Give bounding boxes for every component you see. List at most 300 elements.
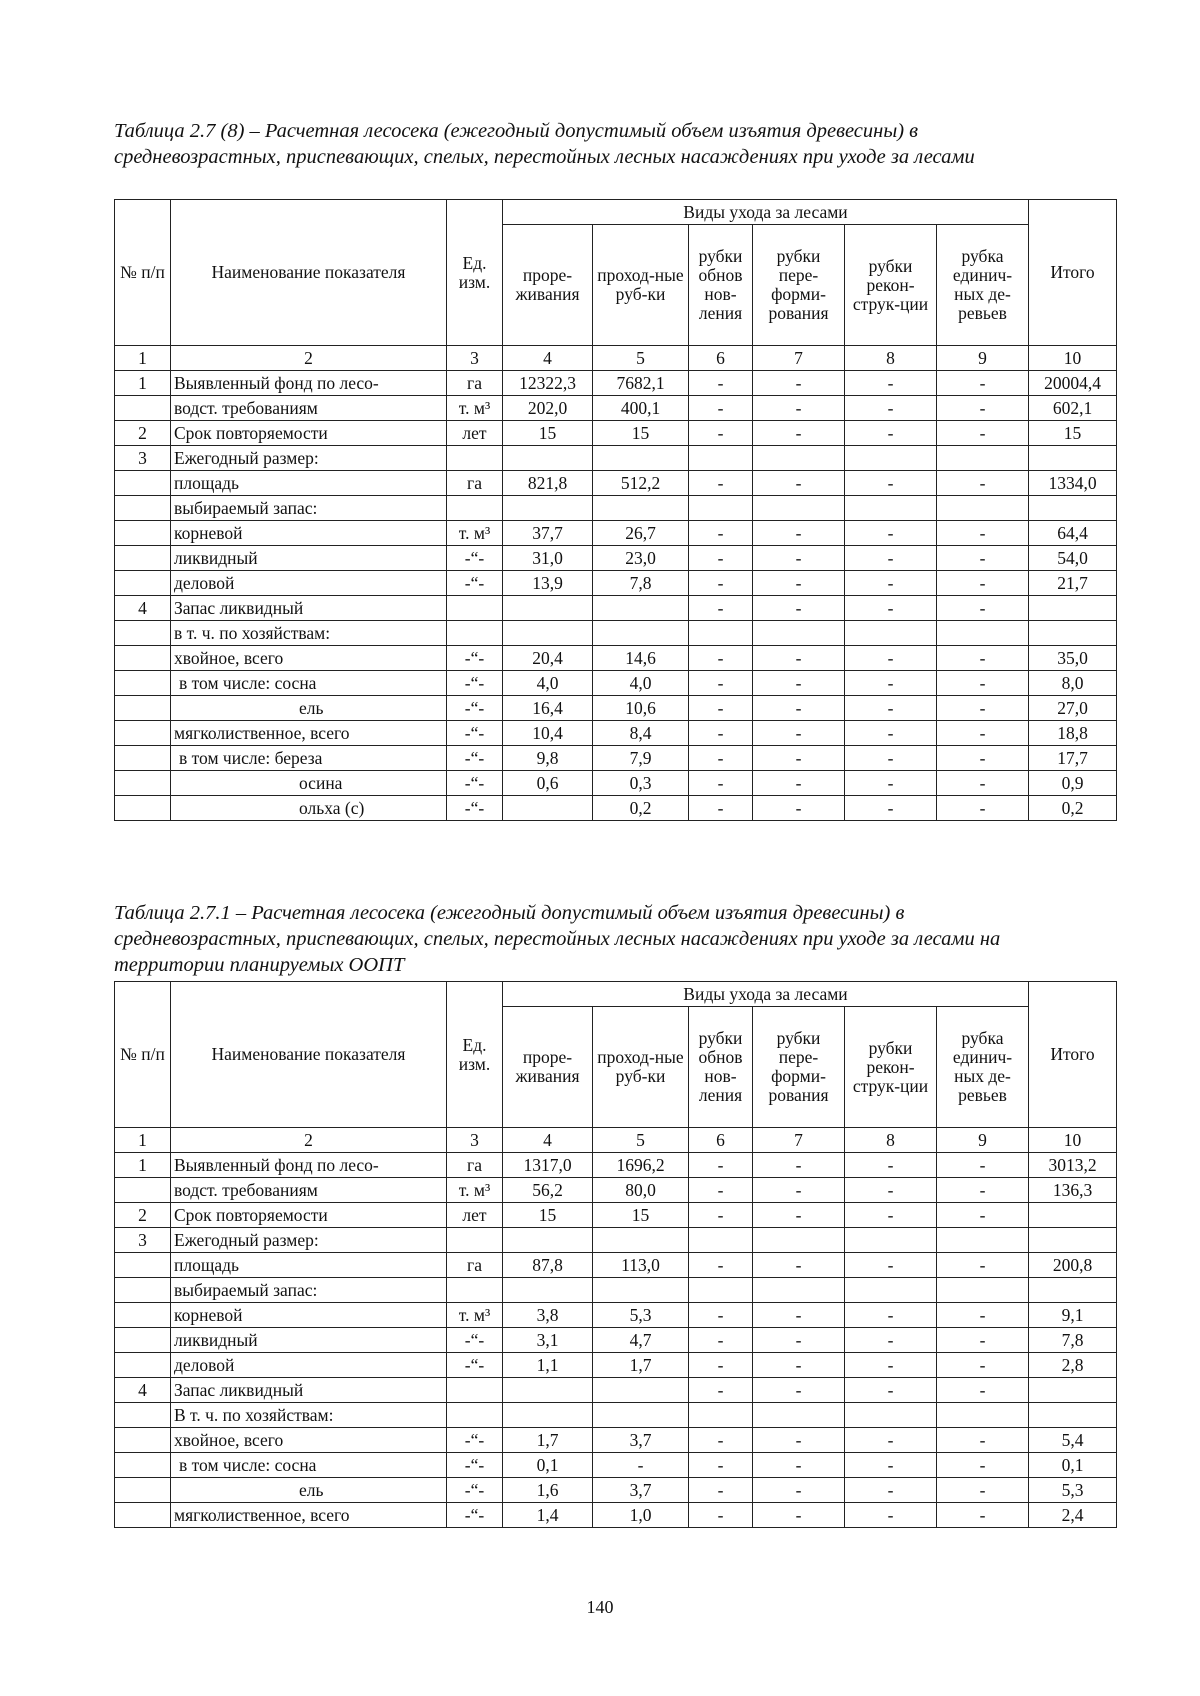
- row-value: 0,2: [593, 796, 689, 821]
- row-value: [753, 496, 845, 521]
- row-value: -: [689, 1378, 753, 1403]
- row-unit: га: [447, 1153, 503, 1178]
- row-number: [115, 1303, 171, 1328]
- header-unit: Ед. изм.: [447, 982, 503, 1128]
- row-indicator: Ежегодный размер:: [171, 1228, 447, 1253]
- row-unit: -“-: [447, 771, 503, 796]
- row-value: 7,8: [593, 571, 689, 596]
- row-unit: га: [447, 371, 503, 396]
- row-value: 31,0: [503, 546, 593, 571]
- row-total: 35,0: [1029, 646, 1117, 671]
- row-value: -: [845, 1353, 937, 1378]
- row-unit: т. м³: [447, 396, 503, 421]
- table-row: [115, 621, 1117, 646]
- column-index: 2: [171, 346, 447, 371]
- row-value: 14,6: [593, 646, 689, 671]
- row-value: [937, 496, 1029, 521]
- row-value: 512,2: [593, 471, 689, 496]
- row-number: 4: [115, 1378, 171, 1403]
- row-number: [115, 721, 171, 746]
- row-unit: -“-: [447, 1328, 503, 1353]
- row-value: [503, 621, 593, 646]
- row-value: -: [845, 1203, 937, 1228]
- row-unit: лет: [447, 421, 503, 446]
- row-value: [593, 596, 689, 621]
- column-index: 5: [593, 346, 689, 371]
- row-total: 2,4: [1029, 1503, 1117, 1528]
- row-unit: га: [447, 471, 503, 496]
- header-care-types: Виды ухода за лесами: [503, 982, 1029, 1007]
- row-number: [115, 1453, 171, 1478]
- row-total: 54,0: [1029, 546, 1117, 571]
- row-total: 8,0: [1029, 671, 1117, 696]
- row-value: 56,2: [503, 1178, 593, 1203]
- row-value: [937, 1278, 1029, 1303]
- table-row: [115, 1278, 1117, 1303]
- row-unit: [447, 446, 503, 471]
- row-unit: -“-: [447, 671, 503, 696]
- row-number: 4: [115, 596, 171, 621]
- row-value: 37,7: [503, 521, 593, 546]
- row-value: [937, 621, 1029, 646]
- row-unit: -“-: [447, 1453, 503, 1478]
- row-total: [1029, 1403, 1117, 1428]
- row-total: 15: [1029, 421, 1117, 446]
- row-total: 1334,0: [1029, 471, 1117, 496]
- row-value: -: [689, 1153, 753, 1178]
- row-value: -: [937, 1303, 1029, 1328]
- row-value: -: [845, 546, 937, 571]
- row-total: [1029, 1228, 1117, 1253]
- table-row: [115, 471, 1117, 496]
- row-number: [115, 1278, 171, 1303]
- row-value: -: [689, 1478, 753, 1503]
- row-value: 113,0: [593, 1253, 689, 1278]
- row-indicator: в том числе: сосна: [171, 671, 447, 696]
- row-value: -: [753, 1253, 845, 1278]
- row-number: 3: [115, 1228, 171, 1253]
- row-value: -: [689, 471, 753, 496]
- row-value: 15: [593, 421, 689, 446]
- row-indicator: ликвидный: [171, 1328, 447, 1353]
- row-value: -: [753, 521, 845, 546]
- row-value: -: [937, 746, 1029, 771]
- row-unit: т. м³: [447, 1178, 503, 1203]
- table-row: [115, 671, 1117, 696]
- row-number: [115, 671, 171, 696]
- row-value: 80,0: [593, 1178, 689, 1203]
- row-value: -: [753, 471, 845, 496]
- row-total: [1029, 446, 1117, 471]
- row-indicator: мягколиственное, всего: [171, 721, 447, 746]
- row-value: [593, 1403, 689, 1428]
- row-value: [845, 1278, 937, 1303]
- header-care-type: рубка единич-ных де-ревьев: [937, 1007, 1029, 1128]
- row-value: -: [937, 721, 1029, 746]
- row-value: [689, 621, 753, 646]
- row-unit: т. м³: [447, 521, 503, 546]
- row-value: -: [689, 546, 753, 571]
- column-index: 9: [937, 1128, 1029, 1153]
- table-2: [114, 981, 1117, 1528]
- row-value: -: [689, 771, 753, 796]
- row-value: [689, 446, 753, 471]
- header-care-type: рубки рекон-струк-ции: [845, 225, 937, 346]
- row-value: -: [845, 571, 937, 596]
- row-value: -: [845, 1503, 937, 1528]
- row-indicator: осина: [171, 771, 447, 796]
- row-value: [503, 1403, 593, 1428]
- row-unit: [447, 496, 503, 521]
- row-unit: [447, 1403, 503, 1428]
- row-value: -: [845, 671, 937, 696]
- row-value: 1317,0: [503, 1153, 593, 1178]
- row-value: -: [845, 1478, 937, 1503]
- row-total: 21,7: [1029, 571, 1117, 596]
- column-index: 8: [845, 1128, 937, 1153]
- row-value: -: [689, 796, 753, 821]
- row-value: -: [937, 696, 1029, 721]
- row-value: [593, 1228, 689, 1253]
- header-care-type: проход-ные руб-ки: [593, 225, 689, 346]
- row-total: [1029, 1378, 1117, 1403]
- row-value: -: [937, 1428, 1029, 1453]
- row-value: -: [689, 1328, 753, 1353]
- row-value: -: [937, 596, 1029, 621]
- row-indicator: Выявленный фонд по лесо-: [171, 371, 447, 396]
- row-number: [115, 746, 171, 771]
- row-value: -: [689, 1203, 753, 1228]
- row-value: -: [845, 646, 937, 671]
- row-number: [115, 471, 171, 496]
- row-indicator: водст. требованиям: [171, 396, 447, 421]
- row-value: [753, 1278, 845, 1303]
- row-total: [1029, 621, 1117, 646]
- column-index: 5: [593, 1128, 689, 1153]
- table-row: [115, 796, 1117, 821]
- row-number: 1: [115, 1153, 171, 1178]
- row-indicator: хвойное, всего: [171, 1428, 447, 1453]
- row-value: 3,7: [593, 1478, 689, 1503]
- column-index: 10: [1029, 346, 1117, 371]
- row-total: [1029, 1278, 1117, 1303]
- row-value: 3,8: [503, 1303, 593, 1328]
- row-value: -: [753, 721, 845, 746]
- row-total: [1029, 596, 1117, 621]
- row-value: -: [937, 1378, 1029, 1403]
- column-index: 6: [689, 346, 753, 371]
- row-value: -: [753, 1353, 845, 1378]
- row-value: -: [845, 371, 937, 396]
- column-index: 1: [115, 1128, 171, 1153]
- row-value: -: [689, 1503, 753, 1528]
- row-indicator: Срок повторяемости: [171, 421, 447, 446]
- row-value: -: [937, 1353, 1029, 1378]
- table-row: [115, 1453, 1117, 1478]
- row-value: -: [845, 1453, 937, 1478]
- row-value: -: [689, 696, 753, 721]
- column-index: 10: [1029, 1128, 1117, 1153]
- row-number: [115, 496, 171, 521]
- row-value: 821,8: [503, 471, 593, 496]
- column-index: 9: [937, 346, 1029, 371]
- row-value: [845, 496, 937, 521]
- row-value: -: [753, 546, 845, 571]
- row-value: 4,0: [503, 671, 593, 696]
- table-row: [115, 521, 1117, 546]
- row-value: -: [937, 546, 1029, 571]
- row-number: [115, 646, 171, 671]
- row-indicator: в том числе: сосна: [171, 1453, 447, 1478]
- row-value: [689, 1278, 753, 1303]
- row-number: [115, 1478, 171, 1503]
- row-value: [593, 1278, 689, 1303]
- table-row: [115, 771, 1117, 796]
- row-value: 1,1: [503, 1353, 593, 1378]
- row-value: 1,4: [503, 1503, 593, 1528]
- row-indicator: Срок повторяемости: [171, 1203, 447, 1228]
- table-row: [115, 1478, 1117, 1503]
- row-indicator: Запас ликвидный: [171, 596, 447, 621]
- row-value: 26,7: [593, 521, 689, 546]
- row-total: 64,4: [1029, 521, 1117, 546]
- row-number: [115, 796, 171, 821]
- row-value: [937, 1403, 1029, 1428]
- row-value: 9,8: [503, 746, 593, 771]
- row-value: 3,7: [593, 1428, 689, 1453]
- row-number: [115, 621, 171, 646]
- row-unit: -“-: [447, 1478, 503, 1503]
- table-row: [115, 1153, 1117, 1178]
- header-care-type: проре-живания: [503, 1007, 593, 1128]
- header-care-type: рубки пере-форми-рования: [753, 225, 845, 346]
- table-row: [115, 546, 1117, 571]
- row-number: [115, 1503, 171, 1528]
- row-indicator: корневой: [171, 521, 447, 546]
- table-row: [115, 746, 1117, 771]
- row-value: [753, 1403, 845, 1428]
- row-value: [593, 496, 689, 521]
- header-care-type: рубки пере-форми-рования: [753, 1007, 845, 1128]
- row-value: 87,8: [503, 1253, 593, 1278]
- row-number: [115, 521, 171, 546]
- row-value: -: [753, 1328, 845, 1353]
- header-number: № п/п: [115, 200, 171, 346]
- row-value: 5,3: [593, 1303, 689, 1328]
- row-value: [503, 596, 593, 621]
- row-value: 8,4: [593, 721, 689, 746]
- table-row: [115, 1178, 1117, 1203]
- row-value: [689, 1403, 753, 1428]
- row-value: 3,1: [503, 1328, 593, 1353]
- row-number: [115, 696, 171, 721]
- header-total: Итого: [1029, 982, 1117, 1128]
- row-indicator: в том числе: береза: [171, 746, 447, 771]
- row-value: -: [937, 471, 1029, 496]
- table-row: [115, 1428, 1117, 1453]
- table-1: [114, 199, 1117, 821]
- row-value: -: [845, 771, 937, 796]
- header-care-type: проход-ные руб-ки: [593, 1007, 689, 1128]
- column-index: 1: [115, 346, 171, 371]
- table-row: [115, 646, 1117, 671]
- row-unit: лет: [447, 1203, 503, 1228]
- row-value: -: [845, 1303, 937, 1328]
- table-row: [115, 1228, 1117, 1253]
- row-total: 3013,2: [1029, 1153, 1117, 1178]
- row-value: -: [753, 596, 845, 621]
- row-indicator: деловой: [171, 571, 447, 596]
- row-value: -: [753, 1303, 845, 1328]
- row-indicator: ель: [171, 696, 447, 721]
- row-indicator: ель: [171, 1478, 447, 1503]
- row-indicator: мягколиственное, всего: [171, 1503, 447, 1528]
- column-index: 4: [503, 1128, 593, 1153]
- row-value: -: [937, 1478, 1029, 1503]
- header-care-type: рубки обнов нов-ления: [689, 1007, 753, 1128]
- row-value: 13,9: [503, 571, 593, 596]
- row-unit: [447, 1228, 503, 1253]
- row-total: 200,8: [1029, 1253, 1117, 1278]
- row-indicator: деловой: [171, 1353, 447, 1378]
- header-unit: Ед. изм.: [447, 200, 503, 346]
- row-value: -: [689, 721, 753, 746]
- row-unit: т. м³: [447, 1303, 503, 1328]
- row-number: 2: [115, 1203, 171, 1228]
- row-number: [115, 1428, 171, 1453]
- row-value: 1,6: [503, 1478, 593, 1503]
- row-value: 20,4: [503, 646, 593, 671]
- row-value: -: [845, 596, 937, 621]
- row-unit: -“-: [447, 646, 503, 671]
- row-value: -: [753, 371, 845, 396]
- row-value: -: [689, 421, 753, 446]
- header-care-type: рубки обнов нов-ления: [689, 225, 753, 346]
- row-unit: -“-: [447, 746, 503, 771]
- row-indicator: ликвидный: [171, 546, 447, 571]
- row-indicator: площадь: [171, 1253, 447, 1278]
- row-value: -: [845, 721, 937, 746]
- row-value: -: [689, 1428, 753, 1453]
- row-value: -: [845, 1428, 937, 1453]
- row-value: -: [937, 521, 1029, 546]
- table-row: [115, 1353, 1117, 1378]
- column-index: 4: [503, 346, 593, 371]
- row-value: -: [937, 1153, 1029, 1178]
- row-value: 15: [503, 1203, 593, 1228]
- row-value: -: [689, 1253, 753, 1278]
- row-value: 7682,1: [593, 371, 689, 396]
- row-number: 2: [115, 421, 171, 446]
- row-total: 0,2: [1029, 796, 1117, 821]
- row-value: -: [937, 1203, 1029, 1228]
- row-value: -: [753, 671, 845, 696]
- row-value: -: [753, 1478, 845, 1503]
- row-indicator: выбираемый запас:: [171, 496, 447, 521]
- row-value: [845, 446, 937, 471]
- row-total: 7,8: [1029, 1328, 1117, 1353]
- row-value: -: [689, 521, 753, 546]
- row-indicator: ольха (с): [171, 796, 447, 821]
- row-value: [753, 446, 845, 471]
- row-value: -: [937, 421, 1029, 446]
- row-total: 5,3: [1029, 1478, 1117, 1503]
- table-1-caption: Таблица 2.7 (8) – Расчетная лесосека (ежегодный допустимый объем изъятия древесины) в средневозрастных, приспевающих, спелых, перестойных лесных насаждениях при уходе за лесами: [114, 120, 975, 168]
- table-row: [115, 596, 1117, 621]
- row-value: -: [753, 1153, 845, 1178]
- row-value: 15: [593, 1203, 689, 1228]
- header-number: № п/п: [115, 982, 171, 1128]
- row-value: [845, 1403, 937, 1428]
- row-unit: -“-: [447, 1353, 503, 1378]
- row-value: -: [689, 1453, 753, 1478]
- row-value: 23,0: [593, 546, 689, 571]
- header-care-type: рубка единич-ных де-ревьев: [937, 225, 1029, 346]
- row-number: [115, 1178, 171, 1203]
- row-value: -: [753, 421, 845, 446]
- row-value: [503, 1228, 593, 1253]
- row-value: -: [845, 746, 937, 771]
- row-value: -: [845, 1378, 937, 1403]
- row-value: -: [845, 796, 937, 821]
- header-care-type: проре-живания: [503, 225, 593, 346]
- row-total: 20004,4: [1029, 371, 1117, 396]
- table-row: [115, 396, 1117, 421]
- row-total: 602,1: [1029, 396, 1117, 421]
- row-indicator: хвойное, всего: [171, 646, 447, 671]
- row-value: [503, 1378, 593, 1403]
- row-value: [845, 1228, 937, 1253]
- row-value: -: [753, 796, 845, 821]
- row-number: [115, 1328, 171, 1353]
- row-value: -: [753, 1203, 845, 1228]
- row-value: 15: [503, 421, 593, 446]
- row-unit: [447, 596, 503, 621]
- header-indicator-name: Наименование показателя: [171, 200, 447, 346]
- row-value: [753, 1228, 845, 1253]
- row-unit: -“-: [447, 1428, 503, 1453]
- row-indicator: корневой: [171, 1303, 447, 1328]
- table-row: [115, 721, 1117, 746]
- row-value: 0,3: [593, 771, 689, 796]
- row-value: -: [753, 646, 845, 671]
- row-value: -: [689, 1178, 753, 1203]
- table-row: [115, 1203, 1117, 1228]
- table-row: [115, 496, 1117, 521]
- row-value: -: [689, 1303, 753, 1328]
- row-value: -: [753, 1503, 845, 1528]
- row-value: -: [845, 471, 937, 496]
- row-value: [593, 1378, 689, 1403]
- row-total: 17,7: [1029, 746, 1117, 771]
- row-value: 4,7: [593, 1328, 689, 1353]
- row-value: -: [937, 1453, 1029, 1478]
- row-value: 4,0: [593, 671, 689, 696]
- row-number: [115, 396, 171, 421]
- row-value: -: [689, 371, 753, 396]
- row-value: 0,6: [503, 771, 593, 796]
- row-total: 136,3: [1029, 1178, 1117, 1203]
- row-value: 12322,3: [503, 371, 593, 396]
- column-index: 6: [689, 1128, 753, 1153]
- row-value: [689, 496, 753, 521]
- row-number: [115, 571, 171, 596]
- row-value: -: [937, 1503, 1029, 1528]
- row-value: [593, 621, 689, 646]
- row-value: [845, 621, 937, 646]
- row-unit: -“-: [447, 1503, 503, 1528]
- row-value: -: [937, 396, 1029, 421]
